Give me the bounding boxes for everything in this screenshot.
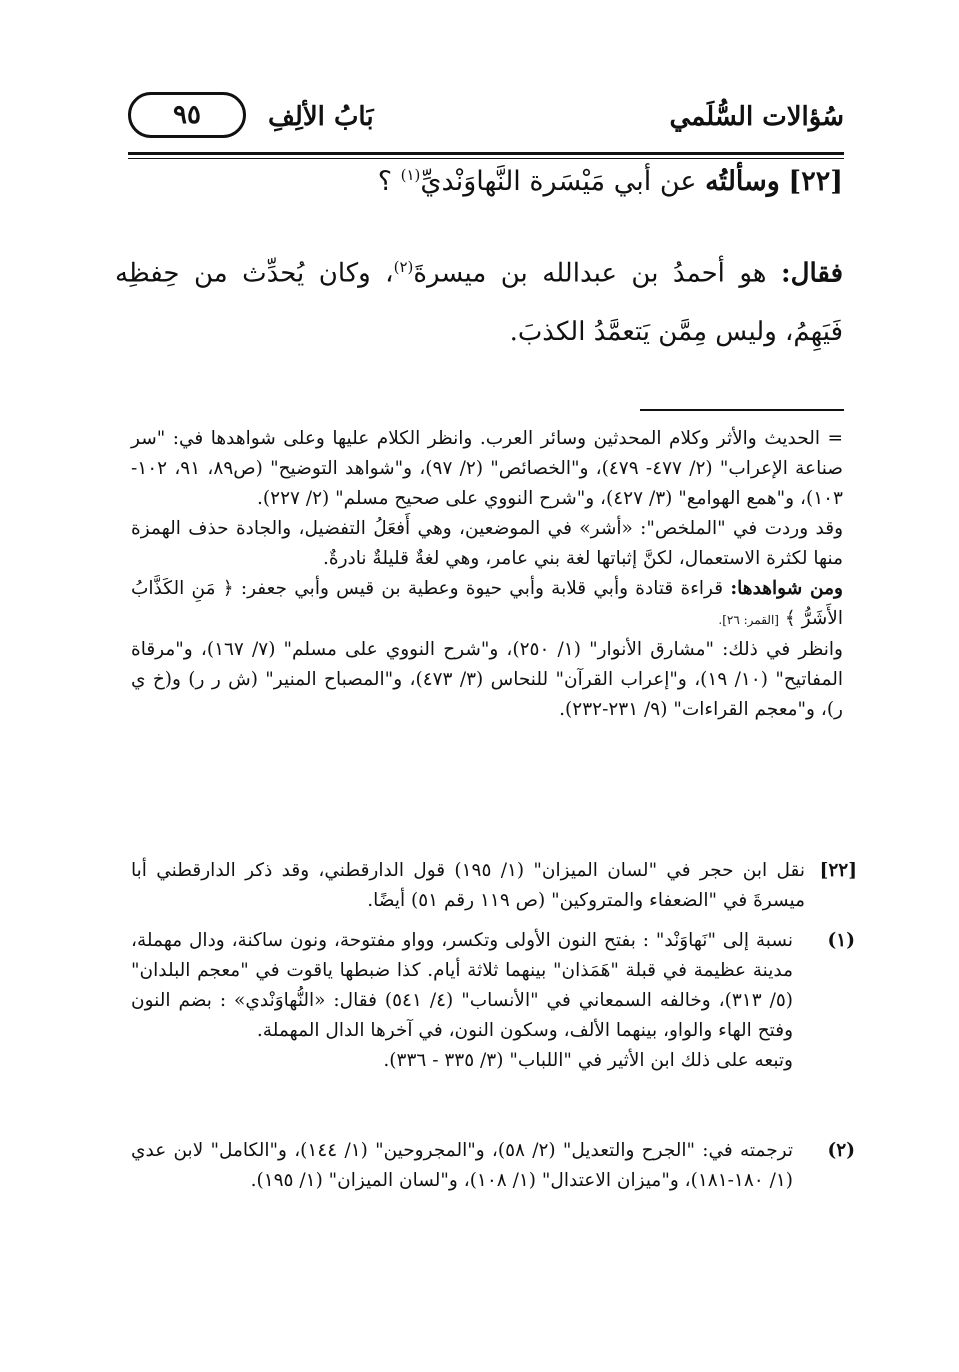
footnote-ref-1[interactable]: (١) [400,166,421,184]
footnote-continued-para-1: = الحديث والأثر وكلام المحدثين وسائر العرب. وانظر الكلام عليها وعلى شواهدها في: "سر صناعة الإعراب" (٢/ ٤٧٧- ٤٧٩)، و"الخصائص" (٢/ ٩٧)، و"شواهد التوضيح" (ص٨٩، ٩١، ١٠٢- ١٠٣)، و"همع الهوامع" (٣/ ٤٢٧)، و"شرح النووي على صحيح مسلم" (٢/ ٢٢٧). [131,428,844,509]
note-22-text: نقل ابن حجر في "لسان الميزان" (١/ ١٩٥) قول الدارقطني، وقد ذكر الدارقطني أبا ميسرةَ في "الضعفاء والمتروكين" (ص ١١٩ رقم ٥١) أيضًا. [131,860,805,911]
footnote-1-followup: وتبعه على ذلك ابن الأثير في "اللباب" (٣/ ٣٣٥ - ٣٣٦). [383,1050,793,1071]
footnote-1-text: نسبة إلى "نَهاوَنْد" : بفتح النون الأولى وتكسر، وواو مفتوحة، ونون ساكنة، ودال مهملة، مدينة عظيمة في قبلة "هَمَذان" بينهما ثلاثة أيام. كذا ضبطها ياقوت في "معجم البلدان" (٥/ ٣١٣)، وخالفه السمعاني في "الأنساب" (٤/ ٥٤١) فقال: «النُّهاوَنْدي» : بضم النون وفتح الهاء والواو، بينهما الألف، وسكون النون، في آخرها الدال المهملة. [131,930,794,1041]
answer-text-part1: هو أحمدُ بن عبدالله بن ميسرةَ [413,258,767,289]
footnote-2 [131,1136,855,1196]
page-number: ٩٥ [173,100,201,130]
quran-ref: [القمر: ٢٦]. [718,613,779,627]
book-title: سُؤالات السُّلَمي [669,102,844,132]
shawahid-text: قراءة قتادة وأبي قلابة وأبي حيوة وعطية بن قيس وأبي جعفر: ﴿ مَنِ الكَذَّابُ الأَشَرُّ ﴾ [131,578,843,629]
question-number: [٢٢] [788,166,843,197]
question-title-lead: وسألتُه [705,166,780,197]
note-22-number: [٢٢] [819,860,857,881]
footnote-continued [131,424,843,725]
footnote-2-text: ترجمته في: "الجرح والتعديل" (٢/ ٥٨)، و"المجروحين" (١/ ١٤٤)، و"الكامل" لابن عدي (١/ ١٨٠-١٨١)، و"ميزان الاعتدال" (١/ ١٠٨)، و"لسان الميزان" (١/ ١٩٥). [131,1140,793,1191]
answer-paragraph [115,238,843,361]
header-rule-thin [128,158,844,159]
question-mark: ؟ [377,166,393,197]
note-question-22 [131,856,857,916]
footnote-2-number: (٢) [827,1140,855,1161]
question-heading [378,166,843,197]
chapter-title: بَابُ الألِفِ [268,102,374,132]
header-rule-thick [128,152,844,155]
answer-label: فقال: [781,258,843,289]
footnote-continued-para-2: وقد وردت في "الملخص": «أشر» في الموضعين، وهي أَفعَلُ التفضيل، والجادة حذف الهمزة منها لكثرة الاستعمال، لكنَّ إثباتها لغة بني عامر، وهي لغةٌ قليلةٌ نادرةٌ. [131,518,843,569]
shawahid-paragraph [131,574,843,635]
footnote-1-number: (١) [827,930,855,951]
answer-text-part2: ، وكان يُحدِّث من حِفظِه فَيَهِمُ، وليس مِمَّن يَتعمَّدُ الكذبَ. [115,258,843,347]
shawahid-label: ومن شواهدها: [730,578,843,599]
question-title: عن أبي مَيْسَرة النَّهاوَنْديِّ [420,166,697,197]
page-number-badge [128,92,246,138]
footnote-separator [640,409,844,411]
footnote-ref-2[interactable]: (٢) [393,258,414,276]
footnote-1 [131,926,855,1076]
running-header [128,92,844,150]
see-also-paragraph: وانظر في ذلك: "مشارق الأنوار" (١/ ٢٥٠)، و"شرح النووي على مسلم" (٧/ ١٦٧)، و"مرقاة المفاتيح" (١٠/ ١٩)، و"إعراب القرآن" للنحاس (٣/ ٤٧٣)، و"المصباح المنير" (ش ر ر) و(خ ي ر)، و"معجم القراءات" (٩/ ٢٣١-٢٣٢). [131,639,843,720]
